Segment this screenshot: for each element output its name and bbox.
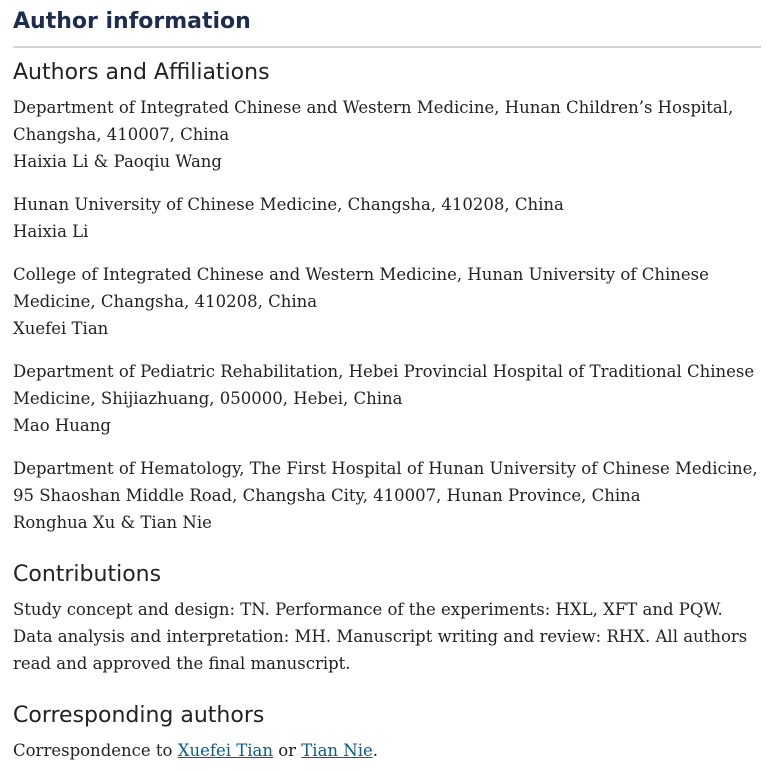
affiliation-authors: Mao Huang — [13, 416, 111, 435]
affiliation-authors: Haixia Li — [13, 222, 89, 241]
affiliation-item — [13, 191, 763, 245]
contributions-title: Contributions — [13, 562, 162, 587]
affiliation-item — [13, 94, 763, 175]
affiliations-list — [13, 94, 763, 536]
correspondence-prefix: Correspondence to — [13, 741, 178, 760]
affiliation-item — [13, 455, 763, 536]
corresponding-authors-title: Corresponding authors — [13, 703, 265, 728]
correspondence-suffix: . — [372, 741, 379, 760]
affiliation-name: Hunan University of Chinese Medicine, Changsha, 410208, China — [13, 195, 564, 214]
affiliation-item — [13, 358, 763, 439]
affiliation-authors: Ronghua Xu & Tian Nie — [13, 513, 212, 532]
contributions-text: Study concept and design: TN. Performance of the experiments: HXL, XFT and PQW. Data analysis and interpretation: MH. Manuscript writing and review: RHX. All authors read and approved the final manuscript. — [13, 600, 748, 673]
affiliation-authors: Xuefei Tian — [13, 319, 109, 338]
affiliation-name: College of Integrated Chinese and Western Medicine, Hunan University of Chinese Medicine, Changsha, 410208, China — [13, 265, 709, 311]
section-heading: Author information — [13, 6, 761, 48]
authors-affiliations-title: Authors and Affiliations — [13, 60, 270, 85]
correspondence-line — [13, 737, 763, 764]
affiliation-name: Department of Pediatric Rehabilitation, Hebei Provincial Hospital of Traditional Chinese Medicine, Shijiazhuang, 050000, Hebei, China — [13, 362, 755, 408]
author-link-tian-nie[interactable]: Tian Nie — [301, 741, 373, 760]
author-information-section — [13, 6, 763, 764]
correspondence-connector: or — [272, 741, 302, 760]
affiliation-authors: Haixia Li & Paoqiu Wang — [13, 152, 222, 171]
affiliation-name: Department of Hematology, The First Hospital of Hunan University of Chinese Medicine, 95 Shaoshan Middle Road, Changsha City, 410007, Hunan Province, China — [13, 459, 758, 505]
author-link-xuefei-tian[interactable]: Xuefei Tian — [177, 741, 273, 760]
affiliation-item — [13, 261, 763, 342]
affiliation-name: Department of Integrated Chinese and Western Medicine, Hunan Children’s Hospital, Changsha, 410007, China — [13, 98, 734, 144]
